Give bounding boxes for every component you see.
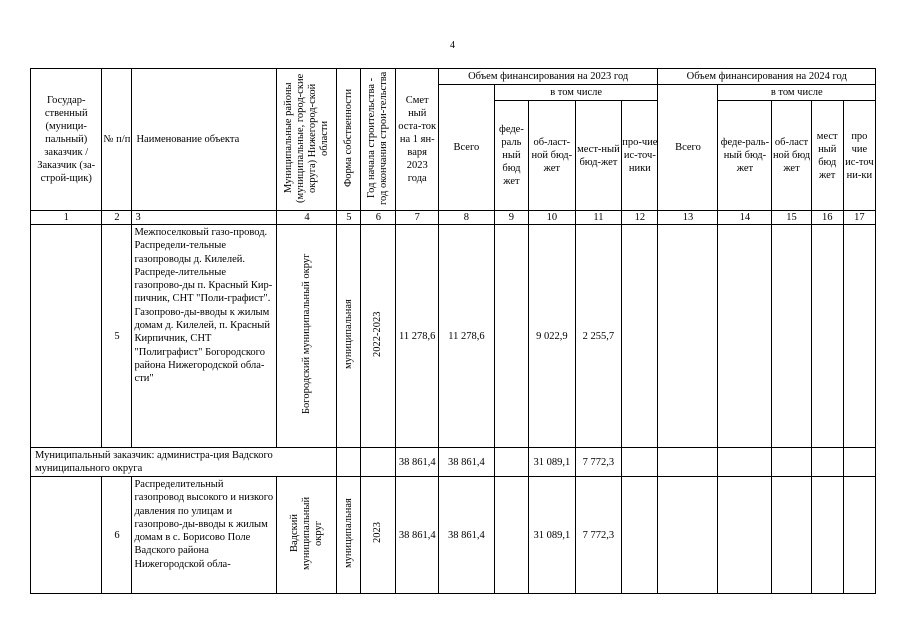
col-num: 2	[102, 211, 132, 225]
header-other-2023: про-чие ис-точ-ники	[622, 101, 658, 211]
object-name: Распределительный газопровод высокого и низкого давления по улицам и газопрово-ды-вводы к жилым домам в с. Борисово Поле Вадского района Нижегородской обла-	[132, 477, 277, 594]
ownership-cell: муниципальная	[337, 225, 361, 448]
col-num: 5	[337, 211, 361, 225]
col-num: 6	[361, 211, 396, 225]
regional-2023-value: 31 089,1	[529, 448, 576, 477]
col-num: 17	[843, 211, 875, 225]
financing-table	[30, 68, 876, 594]
header-regional-2024: об-ласт ной бюд жет	[772, 101, 811, 211]
column-number-row	[31, 211, 876, 225]
customer-label: Муниципальный заказчик: администра-ция Вадского муниципального округа	[31, 448, 337, 477]
header-years: Год начала строительства - год окончания строи-тельства	[361, 69, 396, 211]
col-num: 9	[494, 211, 528, 225]
regional-2023-value: 9 022,9	[529, 225, 576, 448]
header-financing-2023: Объем финансирования на 2023 год	[438, 69, 658, 85]
header-financing-2024: Объем финансирования на 2024 год	[658, 69, 876, 85]
local-2023-value: 2 255,7	[575, 225, 622, 448]
row-number: 6	[102, 477, 132, 594]
col-num: 7	[396, 211, 438, 225]
col-num: 14	[718, 211, 772, 225]
remainder-value: 38 861,4	[396, 448, 438, 477]
row-number: 5	[102, 225, 132, 448]
col-num: 1	[31, 211, 102, 225]
header-object-name: Наименование объекта	[132, 69, 277, 211]
header-total-2023: Всего	[438, 85, 494, 211]
header-total-2024: Всего	[658, 85, 718, 211]
years-cell: 2023	[361, 477, 396, 594]
col-num: 10	[529, 211, 576, 225]
header-including-2024: в том числе	[718, 85, 876, 101]
total-2023-value: 38 861,4	[438, 477, 494, 594]
header-federal-2024: феде-раль-ный бюд-жет	[718, 101, 772, 211]
header-ownership: Форма собственности	[337, 69, 361, 211]
table-row-5	[31, 225, 876, 448]
header-customer: Государ-ственный (муници-пальный) заказчик / Заказчик (за-строй-щик)	[31, 69, 102, 211]
header-including-2023: в том числе	[494, 85, 658, 101]
col-num: 16	[811, 211, 843, 225]
regional-2023-value: 31 089,1	[529, 477, 576, 594]
remainder-value: 38 861,4	[396, 477, 438, 594]
district-cell: Вадский муниципальный округ	[277, 477, 337, 594]
header-local-2024: мест ный бюд жет	[811, 101, 843, 211]
district-cell: Богородский муниципальный округ	[277, 225, 337, 448]
col-num: 15	[772, 211, 811, 225]
col-num: 12	[622, 211, 658, 225]
remainder-value: 11 278,6	[396, 225, 438, 448]
header-other-2024: про чие ис-точ ни-ки	[843, 101, 875, 211]
local-2023-value: 7 772,3	[575, 448, 622, 477]
table-row-6	[31, 477, 876, 594]
total-2023-value: 11 278,6	[438, 225, 494, 448]
col-num: 3	[132, 211, 277, 225]
header-remainder: Смет ный оста-ток на 1 ян-варя 2023 года	[396, 69, 438, 211]
col-num: 13	[658, 211, 718, 225]
col-num: 4	[277, 211, 337, 225]
years-cell: 2022-2023	[361, 225, 396, 448]
header-regional-2023: об-ласт-ной бюд-жет	[529, 101, 576, 211]
subtotal-row	[31, 448, 876, 477]
total-2023-value: 38 861,4	[438, 448, 494, 477]
header-local-2023: мест-ный бюд-жет	[575, 101, 622, 211]
local-2023-value: 7 772,3	[575, 477, 622, 594]
page-number: 4	[450, 40, 455, 51]
col-num: 8	[438, 211, 494, 225]
header-federal-2023: феде-раль ный бюд жет	[494, 101, 528, 211]
ownership-cell: муниципальная	[337, 477, 361, 594]
header-district: Муниципальные районы (муниципальные, город-ские округа) Нижегород-ской области	[277, 69, 337, 211]
col-num: 11	[575, 211, 622, 225]
header-number: № п/п	[102, 69, 132, 211]
object-name: Межпоселковый газо-провод. Распредели-тельные газопроводы д. Килелей. Распреде-лительные газопрово-ды п. Красный Кир-пичник, СНТ "Поли-графист". Газопрово-ды-вводы к жилым домам д. Килелей, п. Красный Кирпичник, СНТ "Полиграфист" Богородского района Нижегородской обла-сти"	[132, 225, 277, 448]
